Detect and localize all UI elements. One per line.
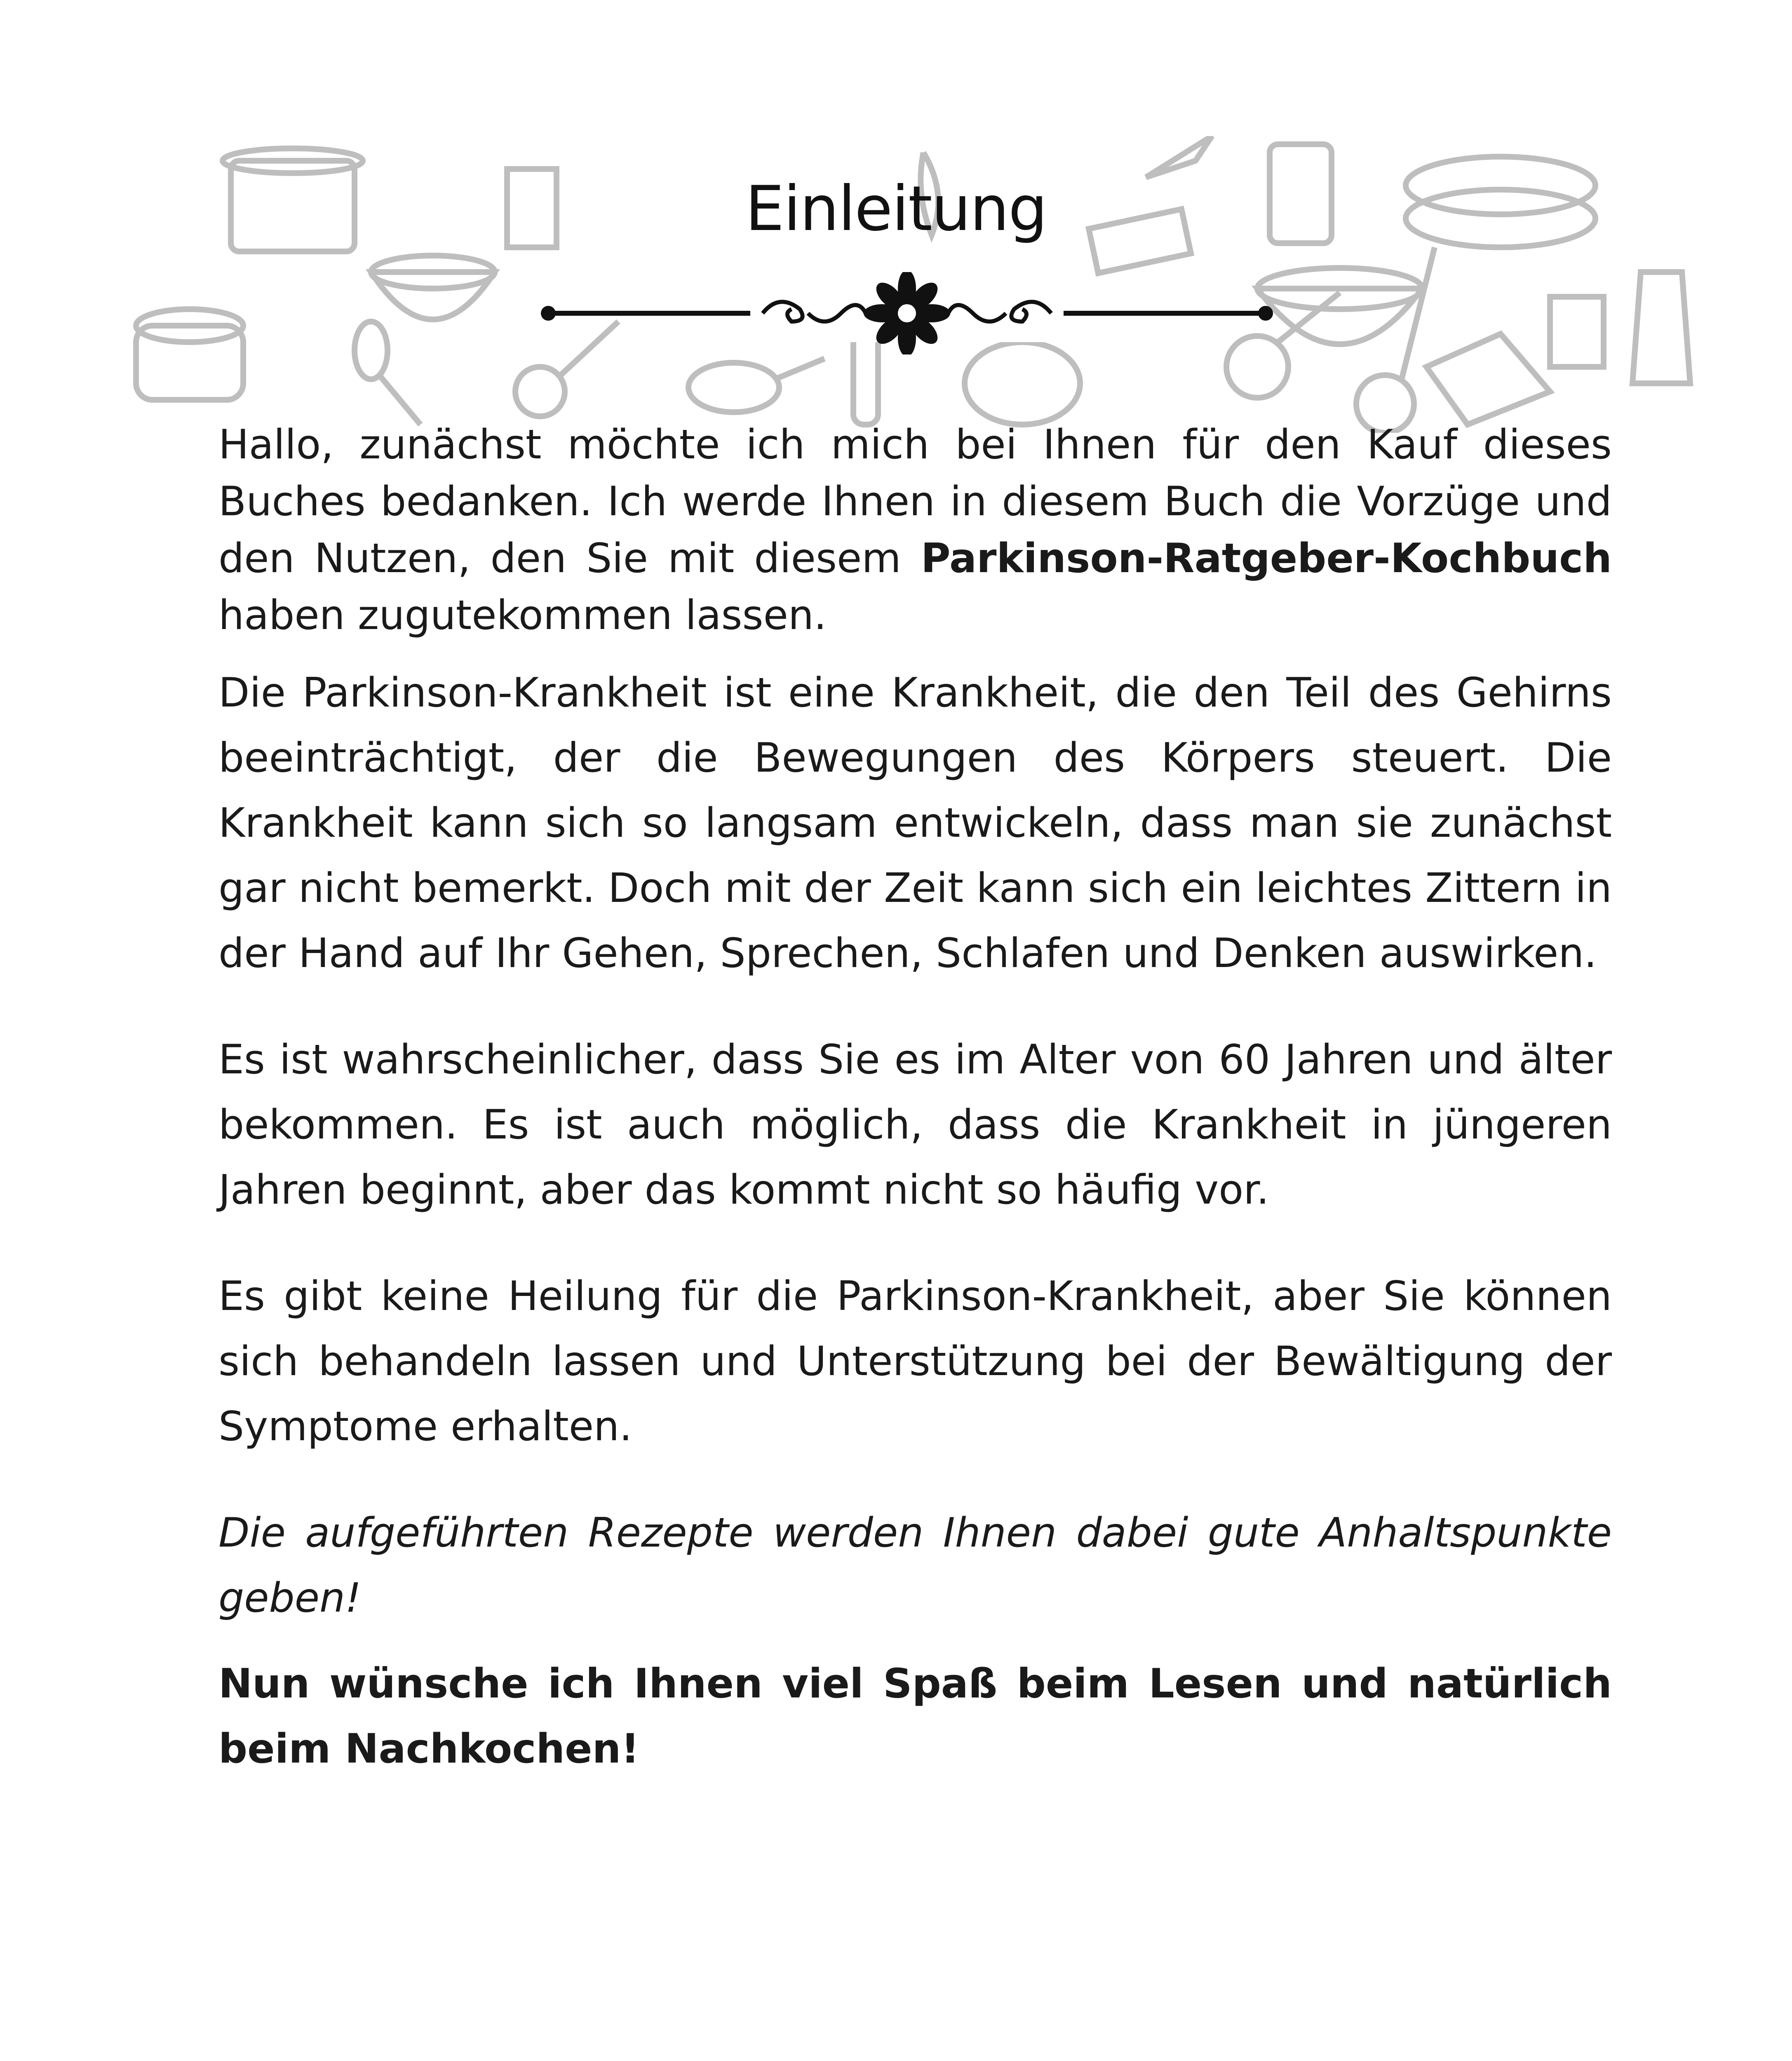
colander-icon (965, 342, 1080, 425)
intro-paragraph (218, 416, 1612, 644)
book-title-bold: Parkinson-Ratgeber-Kochbuch (921, 535, 1612, 582)
ornamental-divider (536, 272, 1278, 354)
paragraph-age: Es ist wahrscheinlicher, dass Sie es im Alter von 60 Jahren und älter bekommen. Es ist auch möglich, dass die Krankheit in jüngeren Jahren beginnt, aber das kommt nicht so häufig vor. (218, 1036, 1612, 1214)
body-text (218, 416, 1612, 1782)
intro-text-start: Hallo, zunächst möchte ich mich bei Ihnen für den Kauf dieses Buches bedanken. Ich werde Ihnen in diesem Buch die Vorzüge und den Nutzen, den Sie mit diesem (218, 421, 1612, 582)
paper-icon (1426, 334, 1550, 425)
intro-text-end: haben zugutekommen lassen. (218, 592, 827, 639)
bowl-icon (371, 272, 495, 319)
pan-icon (688, 363, 779, 412)
italic-note: Die aufgeführten Rezepte werden Ihnen dabei gute Anhaltspunkte geben! (218, 1509, 1612, 1622)
knife-icon (1146, 136, 1212, 177)
ladle-icon (515, 367, 565, 416)
calculator-icon (1550, 297, 1604, 367)
spoon-icon (355, 322, 388, 379)
grater-icon (1632, 272, 1690, 383)
paragraph-treatment: Es gibt keine Heilung für die Parkinson-Krankheit, aber Sie können sich behandeln lassen und Unterstützung bei der Bewältigung der Symptome erhalten. (218, 1273, 1612, 1450)
paragraph-disease: Die Parkinson-Krankheit ist eine Krankheit, die den Teil des Gehirns beeinträchtigt, der die Bewegungen des Körpers steuert. Die Krankheit kann sich so langsam entwickeln, dass man sie zunächst gar nicht bemerkt. Doch mit der Zeit kann sich ein leichtes Zittern in der Hand auf Ihr Gehen, Sprechen, Schlafen und Denken auswirken. (218, 669, 1612, 977)
closing-line: Nun wünsche ich Ihnen viel Spaß beim Lesen und natürlich beim Nachkochen! (218, 1660, 1612, 1772)
page-title: Einleitung (745, 173, 1047, 245)
